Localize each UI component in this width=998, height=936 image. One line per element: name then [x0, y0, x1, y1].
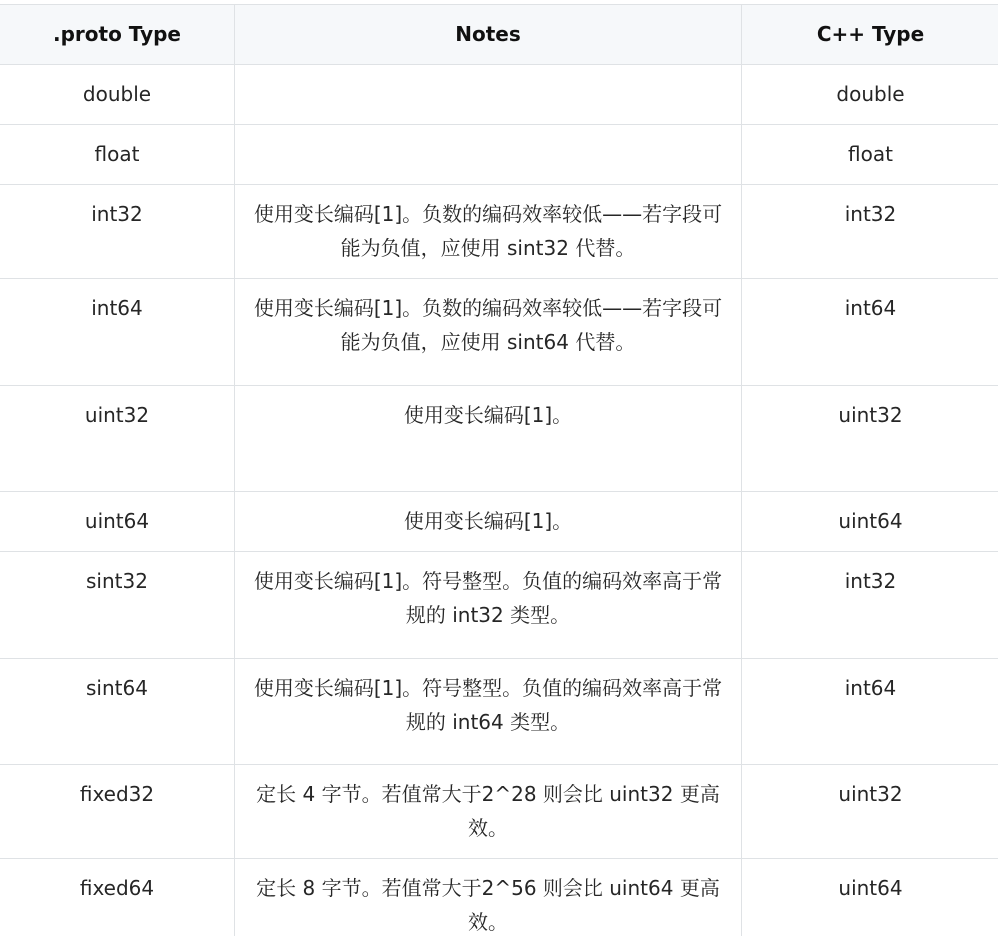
- proto-type-cell: fixed32: [0, 765, 235, 859]
- cpp-type-cell: uint64: [742, 859, 998, 936]
- cpp-type-cell: double: [742, 65, 998, 125]
- table-row: [0, 65, 998, 125]
- notes-cell: 定长 8 字节。若值常大于2^56 则会比 uint64 更高效。: [235, 859, 742, 936]
- notes-cell: 使用变长编码[1]。负数的编码效率较低——若字段可能为负值，应使用 sint32 代替。: [235, 185, 742, 279]
- table-row: [0, 859, 998, 936]
- table-header-row: [0, 5, 998, 65]
- table-row: [0, 659, 998, 765]
- header-proto-type: .proto Type: [0, 5, 235, 65]
- header-cpp-type: C++ Type: [742, 5, 998, 65]
- notes-cell: 使用变长编码[1]。: [235, 386, 742, 492]
- notes-cell: 使用变长编码[1]。负数的编码效率较低——若字段可能为负值，应使用 sint64 代替。: [235, 279, 742, 386]
- proto-type-cell: uint64: [0, 492, 235, 552]
- proto-type-cell: int64: [0, 279, 235, 386]
- proto-type-cell: uint32: [0, 386, 235, 492]
- proto-type-cell: int32: [0, 185, 235, 279]
- notes-cell: 定长 4 字节。若值常大于2^28 则会比 uint32 更高效。: [235, 765, 742, 859]
- cpp-type-cell: int64: [742, 279, 998, 386]
- table-row: [0, 492, 998, 552]
- proto-type-cell: sint64: [0, 659, 235, 765]
- cpp-type-cell: int32: [742, 552, 998, 659]
- notes-cell: 使用变长编码[1]。符号整型。负值的编码效率高于常规的 int32 类型。: [235, 552, 742, 659]
- notes-cell: 使用变长编码[1]。: [235, 492, 742, 552]
- cpp-type-cell: uint64: [742, 492, 998, 552]
- notes-cell: 使用变长编码[1]。符号整型。负值的编码效率高于常规的 int64 类型。: [235, 659, 742, 765]
- notes-cell: [235, 125, 742, 185]
- cpp-type-cell: int64: [742, 659, 998, 765]
- proto-type-table: [0, 4, 998, 936]
- table-row: [0, 125, 998, 185]
- cpp-type-cell: uint32: [742, 765, 998, 859]
- proto-type-cell: fixed64: [0, 859, 235, 936]
- table-row: [0, 552, 998, 659]
- header-notes: Notes: [235, 5, 742, 65]
- cpp-type-cell: float: [742, 125, 998, 185]
- table-row: [0, 386, 998, 492]
- table-row: [0, 185, 998, 279]
- proto-type-cell: float: [0, 125, 235, 185]
- notes-cell: [235, 65, 742, 125]
- proto-type-cell: sint32: [0, 552, 235, 659]
- cpp-type-cell: uint32: [742, 386, 998, 492]
- table-row: [0, 765, 998, 859]
- table-row: [0, 279, 998, 386]
- proto-type-cell: double: [0, 65, 235, 125]
- cpp-type-cell: int32: [742, 185, 998, 279]
